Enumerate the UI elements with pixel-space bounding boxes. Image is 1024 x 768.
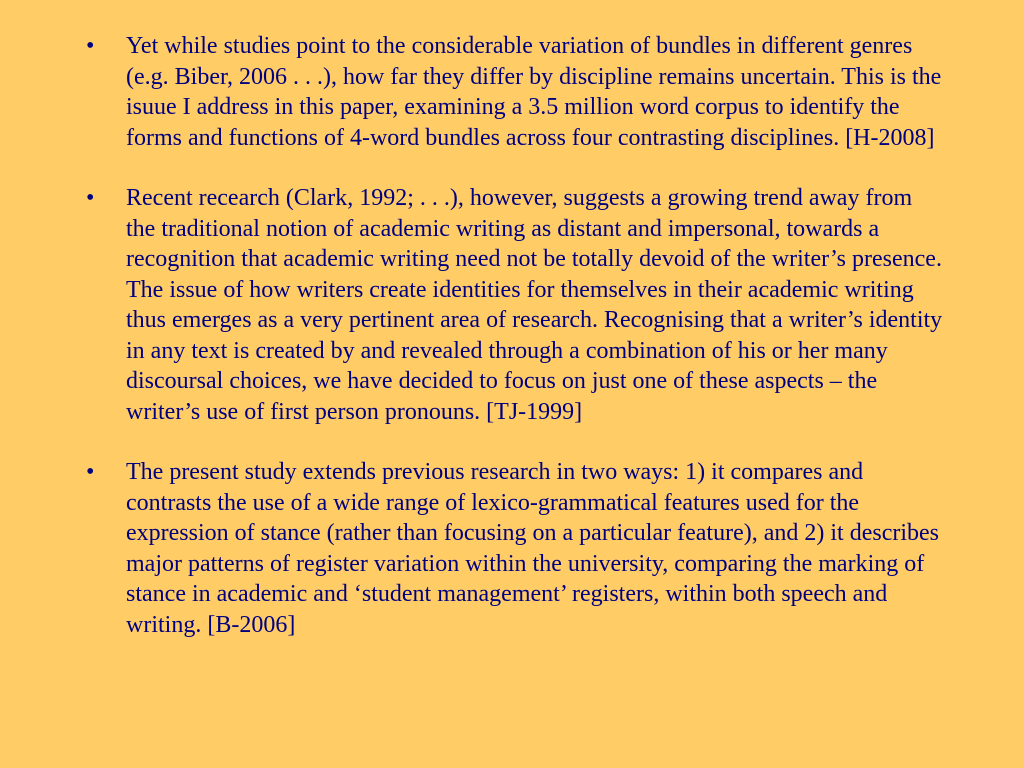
bullet-item-1 — [86, 31, 946, 153]
bullet-text: Recent recearch (Clark, 1992; . . .), however, suggests a growing trend away from the traditional notion of academic writing as distant and impersonal, towards a recognition that academic writing need not be totally devoid of the writer’s presence. The issue of how writers create identities for themselves in their academic writing thus emerges as a very pertinent area of research. Recognising that a writer’s identity in any text is created by and revealed through a combination of his or her many discoursal choices, we have decided to focus on just one of these aspects – the writer’s use of first person pronouns. [TJ-1999] — [126, 185, 943, 425]
bullet-list — [86, 31, 946, 670]
bullet-text: Yet while studies point to the considerable variation of bundles in different genres (e.g. Biber, 2006 . . .), how far they differ by discipline remains uncertain. This is the isuue I address in this paper, examining a 3.5 million word corpus to identify the forms and functions of 4-word bundles across four contrasting disciplines. [H-2008] — [126, 33, 942, 151]
bullet-text: The present study extends previous research in two ways: 1) it compares and contrasts the use of a wide range of lexico-grammatical features used for the expression of stance (rather than focusing on a particular feature), and 2) it describes major patterns of register variation within the university, comparing the marking of stance in academic and ‘student management’ registers, within both speech and writing. [B-2006] — [126, 459, 939, 638]
bullet-item-2 — [86, 183, 946, 427]
bullet-dot-icon: • — [86, 185, 95, 211]
bullet-dot-icon: • — [86, 459, 95, 485]
bullet-item-3 — [86, 457, 946, 640]
bullet-dot-icon: • — [86, 33, 95, 59]
